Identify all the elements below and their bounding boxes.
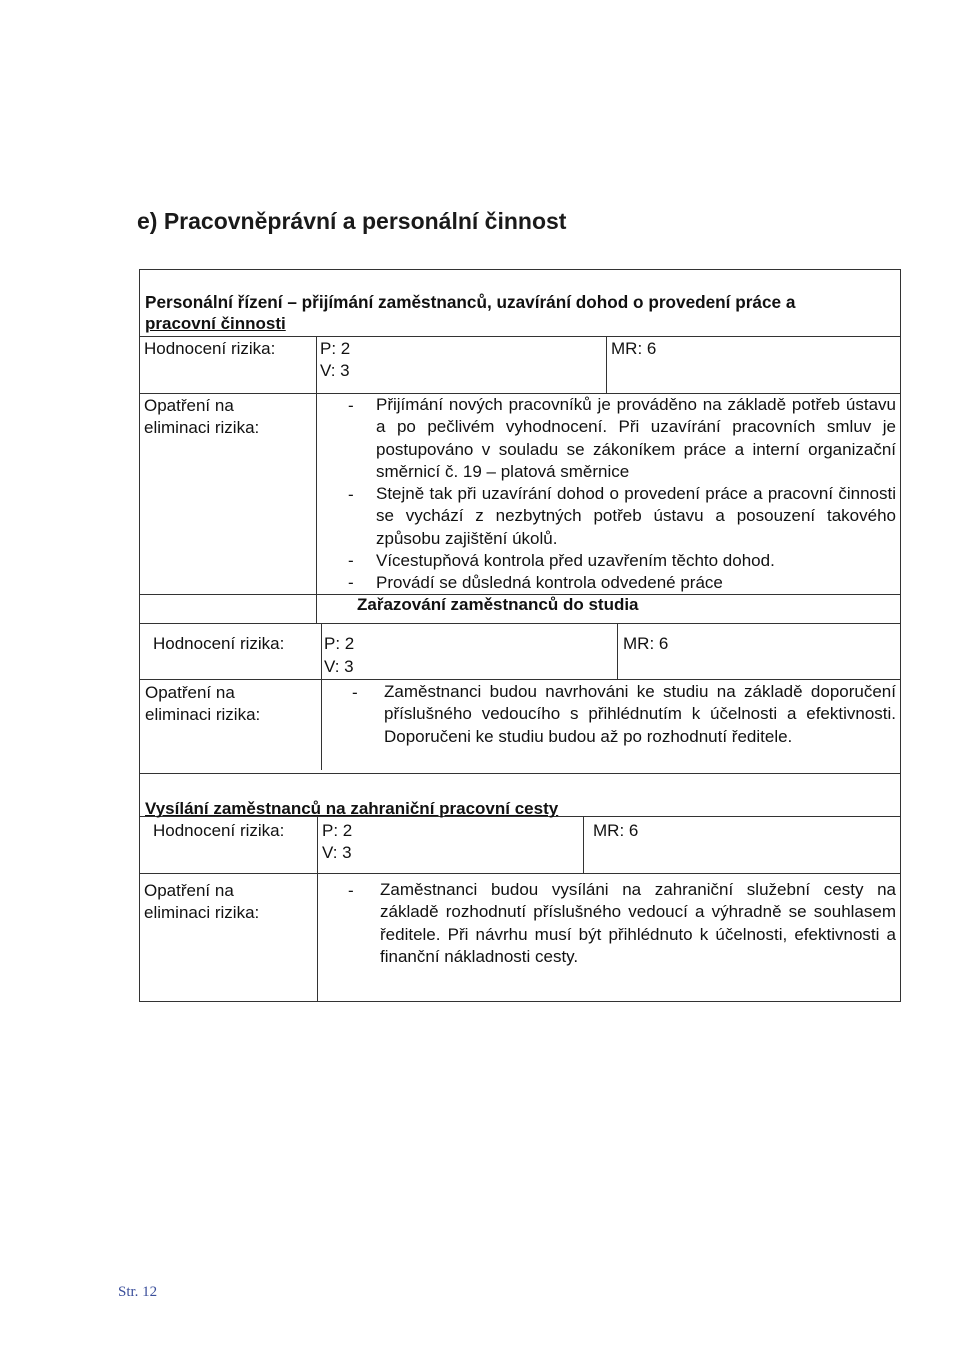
divider [140,679,900,680]
measures-label: Opatření na [145,683,235,702]
divider [606,336,607,393]
risk-rating-value: MR: 6 [611,339,657,358]
bullet-dash: - [352,683,358,702]
section-title: pracovní činnosti [145,314,286,333]
risk-rating-value: MR: 6 [593,821,639,840]
page-number: Str. 12 [118,1284,158,1300]
risk-label: Hodnocení rizika: [144,339,276,358]
divider [583,816,584,873]
impact-value: V: 3 [320,361,350,380]
measure-item: Vícestupňová kontrola před uzavřením těchto dohod. [376,551,775,570]
divider [140,773,900,774]
probability-value: P: 2 [322,821,353,840]
bullet-dash: - [348,485,354,504]
divider [321,623,322,770]
probability-value: P: 2 [320,339,351,358]
measure-item: Zaměstnanci budou vysíláni na zahraniční služební cesty na základě rozhodnutí příslušného vedoucí a výhradně se souhlasem ředitele. Při návrhu musí být přihlédnuto k účelnosti, efektivnosti a finanční nákladnosti cesty. [380,880,896,966]
measures-label: eliminaci rizika: [145,705,261,724]
divider [316,336,317,393]
section-title: Personální řízení – přijímání zaměstnanců, uzavírání dohod o provedení práce a [145,292,796,312]
divider [617,623,618,679]
section-title: Vysílání zaměstnanců na zahraniční pracovní cesty [145,799,559,818]
impact-value: V: 3 [322,843,352,862]
divider [140,336,900,337]
measure-item: Provádí se důsledná kontrola odvedené práce [376,573,723,592]
divider [140,873,900,874]
bullet-dash: - [348,551,354,570]
impact-value: V: 3 [324,657,354,676]
divider [140,623,900,624]
measures-label: Opatření na [144,396,234,415]
measures-label: eliminaci rizika: [144,903,260,922]
risk-label: Hodnocení rizika: [153,634,285,653]
measure-item: Stejně tak při uzavírání dohod o provedení práce a pracovní činnosti se vychází z nezbytných potřeb ústavu a posouzení takového způsobu zajištění úkolů. [376,484,896,548]
bullet-dash: - [348,881,354,900]
page-title: e) Pracovněprávní a personální činnost [137,208,567,234]
measure-item: Zaměstnanci budou navrhováni ke studiu na základě doporučení příslušného vedoucího s přihlédnutím k účelnosti a efektivnosti. Doporučeni ke studiu budou až po rozhodnutí ředitele. [384,682,896,746]
measures-label: Opatření na [144,881,234,900]
divider [316,393,317,623]
probability-value: P: 2 [324,634,355,653]
measures-label: eliminaci rizika: [144,418,260,437]
risk-label: Hodnocení rizika: [153,821,285,840]
bullet-dash: - [348,396,354,415]
divider [317,816,318,1001]
section-title: Zařazování zaměstnanců do studia [357,595,639,614]
bullet-dash: - [348,573,354,592]
risk-rating-value: MR: 6 [623,634,669,653]
measure-item: Přijímání nových pracovníků je prováděno na základě potřeb ústavu a po pečlivém vyhodnocení. Při uzavírání pracovních smluv je postupováno v souladu se zákoníkem práce a interní organizační směrnicí č. 19 – platová směrnice [376,395,896,481]
